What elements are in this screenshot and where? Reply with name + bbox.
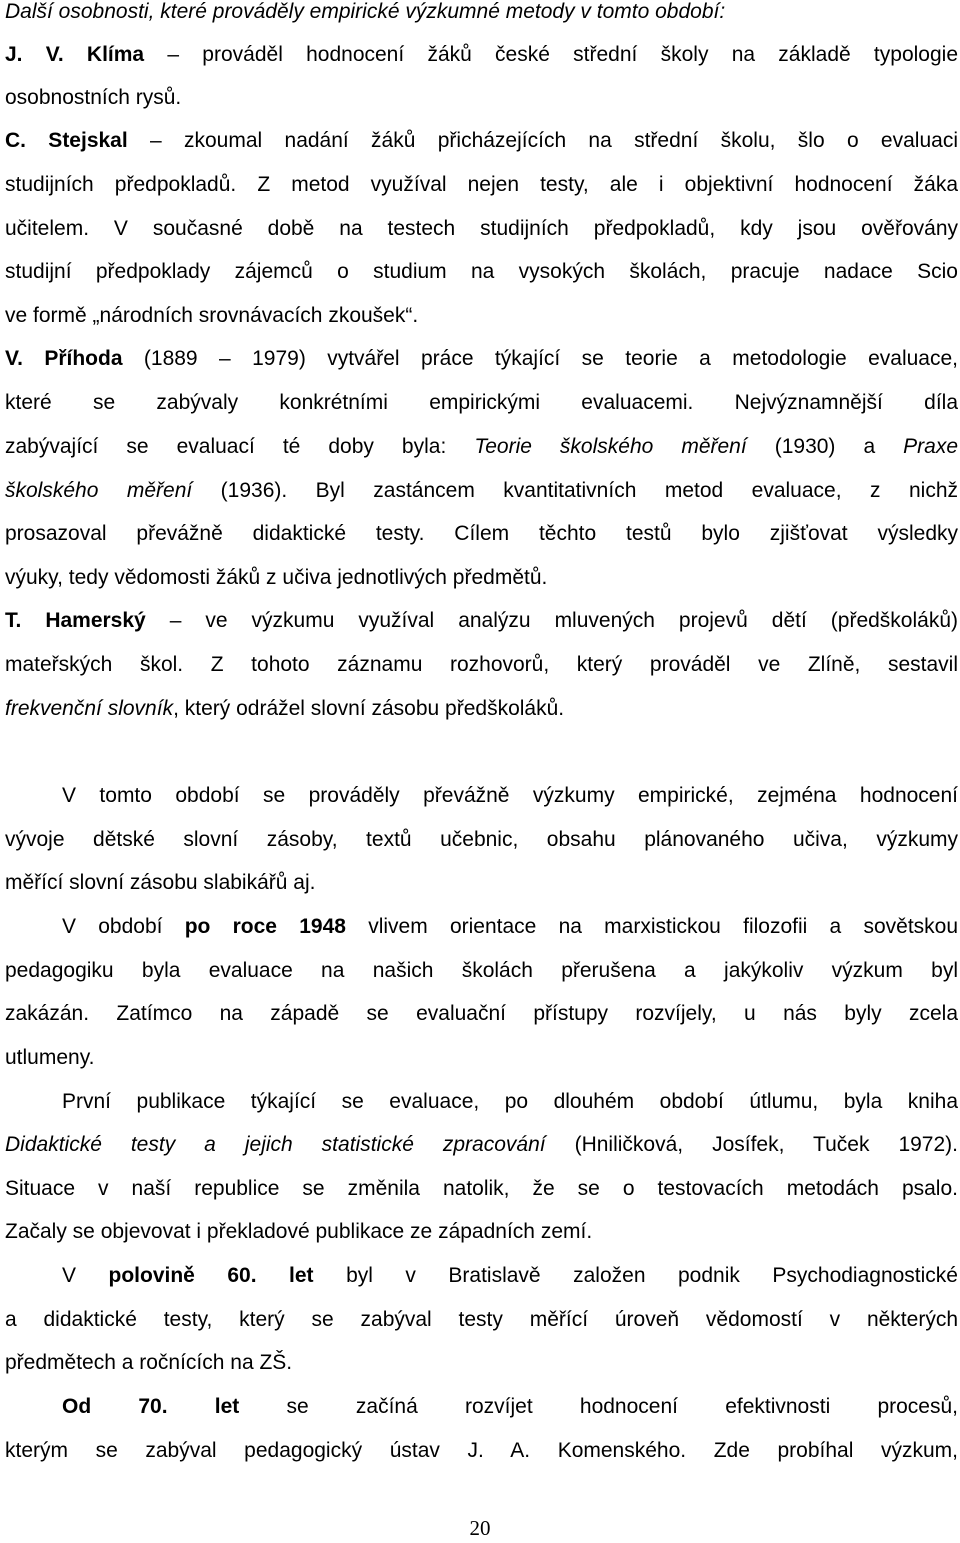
prihoda-line-1 — [5, 337, 958, 381]
stejskal-line-3 — [5, 207, 958, 251]
p3-text-1: První publikace týkající se evaluace, po dlouhém období útlumu, byla kniha — [62, 1090, 958, 1113]
p2-text-4: utlumeny. — [5, 1046, 95, 1069]
klima-text-1: – prováděl hodnocení žáků české střední školy na základě typologie — [144, 43, 958, 66]
prihoda-line-2 — [5, 381, 958, 425]
hamersky-text-1: – ve výzkumu využíval analýzu mluvených projevů dětí (předškoláků) — [145, 609, 958, 632]
stejskal-text-5: ve formě „národních srovnávacích zkoušek“. — [5, 304, 419, 327]
page-number: 20 — [469, 1516, 491, 1540]
p4-text-2: a didaktické testy, který se zabýval testy měřící úroveň vědomostí v některých — [5, 1308, 958, 1331]
p3-line-4 — [5, 1210, 958, 1254]
prihoda-book-2-part-2: školského měření — [5, 479, 193, 502]
p4-line-3 — [5, 1341, 958, 1385]
prihoda-line-5 — [5, 512, 958, 556]
prihoda-text-1: (1889 – 1979) vytvářel práce týkající se teorie a metodologie evaluace, — [122, 347, 958, 370]
prihoda-line-3 — [5, 425, 958, 469]
p2-text-1c: vlivem orientace na marxistickou filozofii a sovětskou — [345, 915, 958, 938]
p2-line-2 — [5, 949, 958, 993]
stejskal-name: C. Stejskal — [5, 129, 128, 152]
prihoda-line-6 — [5, 556, 958, 600]
stejskal-text-3: učitelem. V současné době na testech studijních předpokladů, kdy jsou ověřovány — [5, 217, 958, 240]
p4-text-1c: byl v Bratislavě založen podnik Psychodiagnostické — [313, 1264, 958, 1287]
prihoda-text-4b: (1936). Byl zastáncem kvantitativních metod evaluace, z nichž — [192, 479, 958, 502]
prihoda-text-2: které se zabývaly konkrétními empirickými evaluacemi. Nejvýznamnější díla — [5, 391, 958, 414]
prihoda-book-2-part-1: Praxe — [903, 435, 958, 458]
p2-line-3 — [5, 992, 958, 1036]
p2-text-3: zakázán. Zatímco na západě se evaluační přístupy rozvíjely, u nás byly zcela — [5, 1002, 958, 1025]
stejskal-text-1: – zkoumal nadání žáků přicházejících na střední školu, šlo o evaluaci — [127, 129, 958, 152]
prihoda-book-1: Teorie školského měření — [474, 435, 747, 458]
p3-line-3 — [5, 1167, 958, 1211]
p3-text-2b: (Hniličková, Josífek, Tuček 1972). — [545, 1133, 958, 1156]
p1-text-1: V tomto období se prováděly převážně výzkumy empirické, zejména hodnocení — [62, 784, 958, 807]
hamersky-dictionary: frekvenční slovník — [5, 697, 174, 720]
p3-text-4: Začaly se objevovat i překladové publikace ze západních zemí. — [5, 1220, 593, 1243]
stejskal-line-4 — [5, 250, 958, 294]
intro-line — [5, 0, 958, 34]
p3-book-title: Didaktické testy a jejich statistické zpracování — [5, 1133, 546, 1156]
prihoda-name: V. Příhoda — [5, 347, 123, 370]
p4-text-3: předmětech a ročnících na ZŠ. — [5, 1351, 293, 1374]
p2-text-2: pedagogiku byla evaluace na našich školách přerušena a jakýkoliv výzkum byl — [5, 959, 958, 982]
prihoda-text-5: prosazoval převážně didaktické testy. Cílem těchto testů bylo zjišťovat výsledky — [5, 522, 958, 545]
hamersky-line-1 — [5, 599, 958, 643]
hamersky-line-3 — [5, 687, 958, 731]
hamersky-name: T. Hamerský — [5, 609, 146, 632]
prihoda-text-3a: zabývající se evaluací té doby byla: — [5, 435, 475, 458]
p5-period: Od 70. let — [62, 1395, 240, 1418]
stejskal-line-5 — [5, 294, 958, 338]
p5-text-2: kterým se zabýval pedagogický ústav J. A. Komenského. Zde probíhal výzkum, — [5, 1439, 958, 1462]
stejskal-text-2: studijních předpokladů. Z metod využíval nejen testy, ale i objektivní hodnocení žáka — [5, 173, 958, 196]
p1-line-1 — [62, 774, 958, 818]
intro-text: Další osobnosti, které prováděly empirické výzkumné metody v tomto období: — [5, 0, 726, 23]
klima-line-2 — [5, 76, 958, 120]
prihoda-text-3c: (1930) a — [746, 435, 904, 458]
p3-line-2 — [5, 1123, 958, 1167]
stejskal-text-4: studijní předpoklady zájemců o studium na vysokých školách, pracuje nadace Scio — [5, 260, 958, 283]
p2-text-1a: V období — [62, 915, 185, 938]
hamersky-line-2 — [5, 643, 958, 687]
p2-line-1 — [62, 905, 958, 949]
p2-year: po roce 1948 — [184, 915, 346, 938]
p4-text-1a: V — [62, 1264, 109, 1287]
hamersky-text-3b: , který odrážel slovní zásobu předškoláků. — [173, 697, 565, 720]
p1-text-2: vývoje dětské slovní zásoby, textů učebnic, obsahu plánovaného učiva, výzkumy — [5, 828, 958, 851]
p4-period: polovině 60. let — [108, 1264, 314, 1287]
p3-line-1 — [62, 1080, 958, 1124]
klima-line-1 — [5, 33, 958, 77]
hamersky-text-2: mateřských škol. Z tohoto záznamu rozhovorů, který prováděl ve Zlíně, sestavil — [5, 653, 958, 676]
klima-text-2: osobnostních rysů. — [5, 86, 182, 109]
p5-line-1 — [62, 1385, 958, 1429]
prihoda-line-4 — [5, 469, 958, 513]
stejskal-line-2 — [5, 163, 958, 207]
p3-text-3: Situace v naší republice se změnila natolik, že se o testovacích metodách psalo. — [5, 1177, 958, 1200]
p4-line-1 — [62, 1254, 958, 1298]
prihoda-text-6: výuky, tedy vědomosti žáků z učiva jednotlivých předmětů. — [5, 566, 548, 589]
p5-line-2 — [5, 1429, 958, 1473]
klima-name: J. V. Klíma — [5, 43, 145, 66]
p4-line-2 — [5, 1298, 958, 1342]
p1-line-2 — [5, 818, 958, 862]
p5-text-1b: se začíná rozvíjet hodnocení efektivnosti procesů, — [239, 1395, 958, 1418]
p2-line-4 — [5, 1036, 958, 1080]
stejskal-line-1 — [5, 119, 958, 163]
p1-line-3 — [5, 861, 958, 905]
p1-text-3: měřící slovní zásobu slabikářů aj. — [5, 871, 316, 894]
